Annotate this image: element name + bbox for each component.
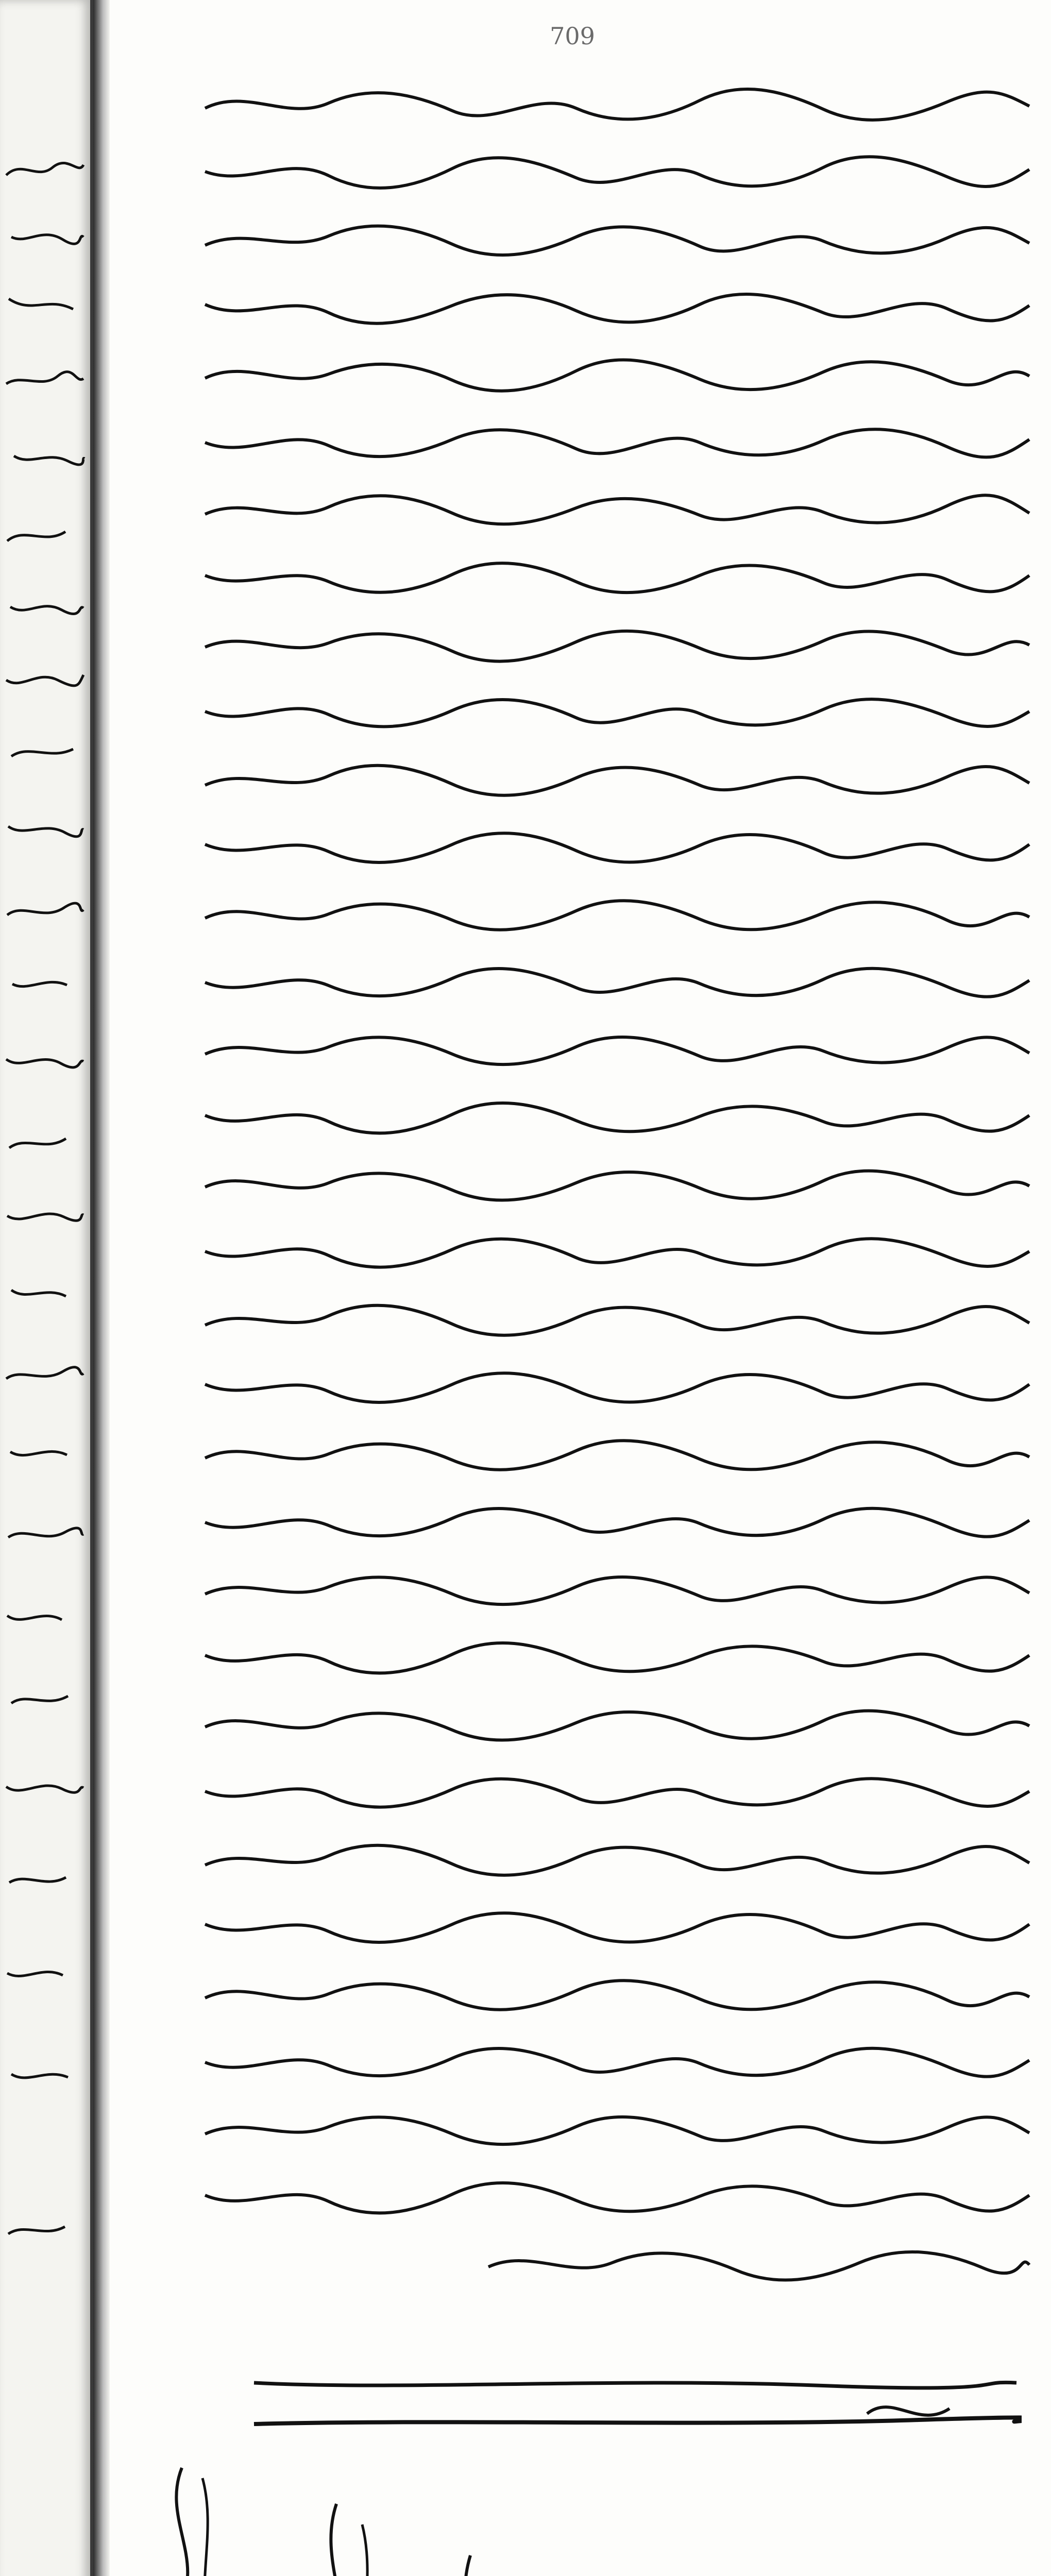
text-line xyxy=(200,950,1035,1011)
margin-fragment xyxy=(1,289,86,317)
margin-fragment xyxy=(1,1200,86,1229)
handwritten-line xyxy=(200,1219,1035,1281)
signature xyxy=(419,2545,527,2576)
text-line xyxy=(200,2232,1035,2294)
margin-fragment xyxy=(1,366,86,395)
handwritten-line xyxy=(200,950,1035,1011)
handwritten-line xyxy=(200,140,1035,201)
signatures xyxy=(110,2452,1051,2576)
text-line xyxy=(200,342,1035,404)
handwritten-line xyxy=(200,1692,1035,1754)
text-line xyxy=(200,612,1035,674)
text-line xyxy=(200,1624,1035,1686)
margin-fragment xyxy=(1,1128,86,1157)
handwritten-line xyxy=(200,815,1035,876)
margin-fragment xyxy=(1,814,86,843)
text-line xyxy=(200,1962,1035,2024)
text-line xyxy=(200,2097,1035,2159)
text-line xyxy=(200,1692,1035,1754)
margin-fragment xyxy=(1,2061,86,2090)
text-line xyxy=(200,680,1035,741)
handwritten-line xyxy=(200,1827,1035,1889)
margin-fragment xyxy=(1,1360,86,1389)
text-line xyxy=(200,275,1035,336)
left-facing-page xyxy=(0,0,93,2576)
text-line xyxy=(200,1287,1035,1349)
text-line xyxy=(200,140,1035,201)
margin-fragment xyxy=(1,1772,86,1801)
text-line xyxy=(200,545,1035,606)
text-line xyxy=(200,1489,1035,1551)
margin-fragment xyxy=(1,1958,86,1987)
margin-fragment xyxy=(1,155,86,183)
handwritten-line xyxy=(200,680,1035,741)
text-line xyxy=(200,477,1035,539)
margin-fragment xyxy=(1,1278,86,1307)
text-line xyxy=(200,1422,1035,1484)
handwritten-line xyxy=(200,2097,1035,2159)
handwritten-line xyxy=(200,1962,1035,2024)
text-line xyxy=(200,1017,1035,1079)
handwritten-line xyxy=(200,1894,1035,1956)
margin-fragment xyxy=(1,665,86,693)
margin-fragment xyxy=(1,896,86,925)
handwritten-line xyxy=(200,342,1035,404)
handwritten-line xyxy=(200,1084,1035,1146)
margin-fragment xyxy=(1,969,86,997)
text-line xyxy=(200,747,1035,809)
text-line xyxy=(200,1152,1035,1214)
handwritten-line xyxy=(200,1624,1035,1686)
handwritten-line xyxy=(200,545,1035,606)
text-line xyxy=(200,72,1035,134)
margin-fragment xyxy=(1,1685,86,1714)
handwritten-line xyxy=(200,1354,1035,1416)
handwritten-line xyxy=(200,410,1035,471)
handwritten-line xyxy=(200,1152,1035,1214)
text-line xyxy=(200,410,1035,471)
handwritten-line xyxy=(200,1422,1035,1484)
signature xyxy=(280,2494,393,2576)
text-line xyxy=(200,882,1035,944)
text-line xyxy=(200,1827,1035,1889)
margin-fragment xyxy=(1,222,86,250)
handwritten-line xyxy=(200,1759,1035,1821)
handwritten-line xyxy=(200,1287,1035,1349)
handwritten-line xyxy=(200,1489,1035,1551)
handwritten-line xyxy=(200,2232,1035,2294)
handwritten-line xyxy=(200,477,1035,539)
handwritten-line xyxy=(200,72,1035,134)
text-line xyxy=(200,815,1035,876)
manuscript-page xyxy=(110,0,1051,2576)
text-line xyxy=(200,1219,1035,1281)
margin-fragment xyxy=(1,1437,86,1466)
text-line xyxy=(200,1557,1035,1619)
text-line xyxy=(200,1354,1035,1416)
signature xyxy=(130,2458,239,2576)
margin-fragment xyxy=(1,1520,86,1549)
margin-fragment xyxy=(1,520,86,549)
text-line xyxy=(200,2029,1035,2091)
handwritten-line xyxy=(200,1017,1035,1079)
text-line xyxy=(200,1084,1035,1146)
handwritten-line xyxy=(200,2029,1035,2091)
handwritten-line xyxy=(200,275,1035,336)
margin-fragment xyxy=(1,1046,86,1075)
margin-fragment xyxy=(1,592,86,621)
margin-fragment xyxy=(1,1602,86,1631)
text-line xyxy=(200,2164,1035,2226)
text-line xyxy=(200,1759,1035,1821)
text-line xyxy=(200,1894,1035,1956)
handwritten-line xyxy=(200,612,1035,674)
handwritten-line xyxy=(200,2164,1035,2226)
margin-fragment xyxy=(1,443,86,472)
margin-fragment xyxy=(1,1865,86,1894)
handwritten-line xyxy=(200,207,1035,269)
handwritten-line xyxy=(200,882,1035,944)
handwritten-line xyxy=(200,747,1035,809)
page-number: 709 xyxy=(550,22,595,50)
margin-fragment xyxy=(1,737,86,766)
closing-flourish xyxy=(249,2362,1022,2439)
margin-fragment xyxy=(1,2215,86,2244)
handwritten-line xyxy=(200,1557,1035,1619)
text-line xyxy=(200,207,1035,269)
binding-gutter xyxy=(93,0,110,2576)
document-body xyxy=(200,72,1035,2401)
